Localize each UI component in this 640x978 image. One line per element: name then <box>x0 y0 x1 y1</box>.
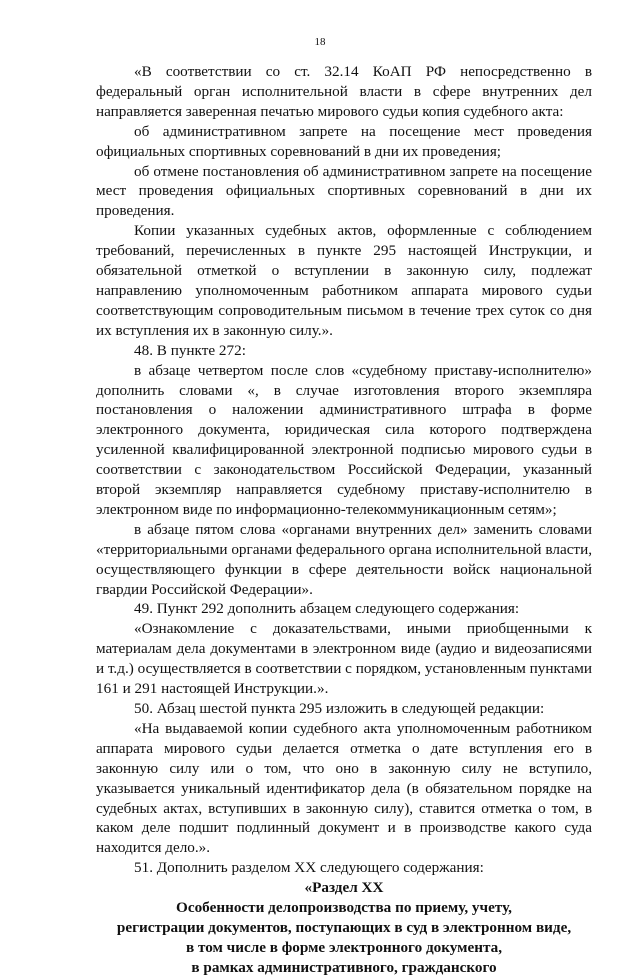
paragraph-item-48: 48. В пункте 272: <box>134 341 246 359</box>
section-title-line-3: в том числе в форме электронного документа, <box>185 938 503 956</box>
document-body <box>96 62 592 978</box>
page-number: 18 <box>314 36 326 48</box>
paragraph-item-49: 49. Пункт 292 дополнить абзацем следующего содержания: <box>134 600 520 618</box>
section-title-line-1: Особенности делопроизводства по приему, учету, <box>176 899 512 917</box>
paragraph-quote-intro: «В соответствии со ст. 32.14 КоАП РФ непосредственно в федеральный орган исполнительной власти в сфере внутренних дел направляется заверенная печатью мирового судьи копия судебного акта: <box>96 63 592 120</box>
section-title-line-2: регистрации документов, поступающих в суд в электронном виде, <box>116 918 572 936</box>
paragraph-copy-note: «На выдаваемой копии судебного акта уполномоченным работником аппарата мирового судьи делается отметка о дате вступления его в законную силу или о том, что оно в законную силу не вступило, указывается уникальный идентификатор дела (в обязательном порядке на судебных актах, вступивших в законную силу), ставится отметка о том, в каком деле подшит подлинный документ и в производстве какого суда находится дело.». <box>96 719 592 857</box>
paragraph-evidence: «Ознакомление с доказательствами, иными приобщенными к материалам дела документами в электронном виде (аудио и видеозаписями и т.д.) осуществляется в соответствии с порядком, установленным пунктами 161 и 291 настоящей Инструкции.». <box>96 620 592 698</box>
paragraph-item-51: 51. Дополнить разделом XX следующего содержания: <box>134 859 484 877</box>
paragraph-item-50: 50. Абзац шестой пункта 295 изложить в следующей редакции: <box>134 700 545 717</box>
section-heading: «Раздел XX <box>304 879 384 897</box>
paragraph-cancel-item: об отмене постановления об административном запрете на посещение мест проведения официальных спортивных соревнований в дни их проведения. <box>96 162 592 220</box>
paragraph-abzac-4: в абзаце четвертом после слов «судебному приставу-исполнителю» дополнить словами «, в случае изготовления второго экземпляра постановления о наложении административного штрафа в форме электронного документа, юридическая сила которого подтверждена усиленной квалифицированной электронной подписью мирового судьи в соответствии с законодательством Российской Федерации, указанный второй экземпляр направляется судебному приставу-исполнителю в электронном виде по информационно-телекоммуникационным сетям»; <box>96 361 592 518</box>
section-title-line-4: в рамках административного, гражданского <box>191 958 497 976</box>
paragraph-copies: Копии указанных судебных актов, оформленные с соблюдением требований, перечисленных в пункте 295 настоящей Инструкции, и обязательной отметкой о вступлении в законную силу, подлежат направлению уполномоченным работником аппарата мирового судьи соответствующим сопроводительным письмом в течение трех суток со дня их вступления их в законную силу.». <box>96 222 592 339</box>
paragraph-ban-item: об административном запрете на посещение мест проведения официальных спортивных соревнований в дни их проведения; <box>96 122 592 160</box>
paragraph-abzac-5: в абзаце пятом слова «органами внутренних дел» заменить словами «территориальными органами федерального органа исполнительной власти, осуществляющего функции в сфере деятельности войск национальной гвардии Российской Федерации». <box>96 520 592 598</box>
